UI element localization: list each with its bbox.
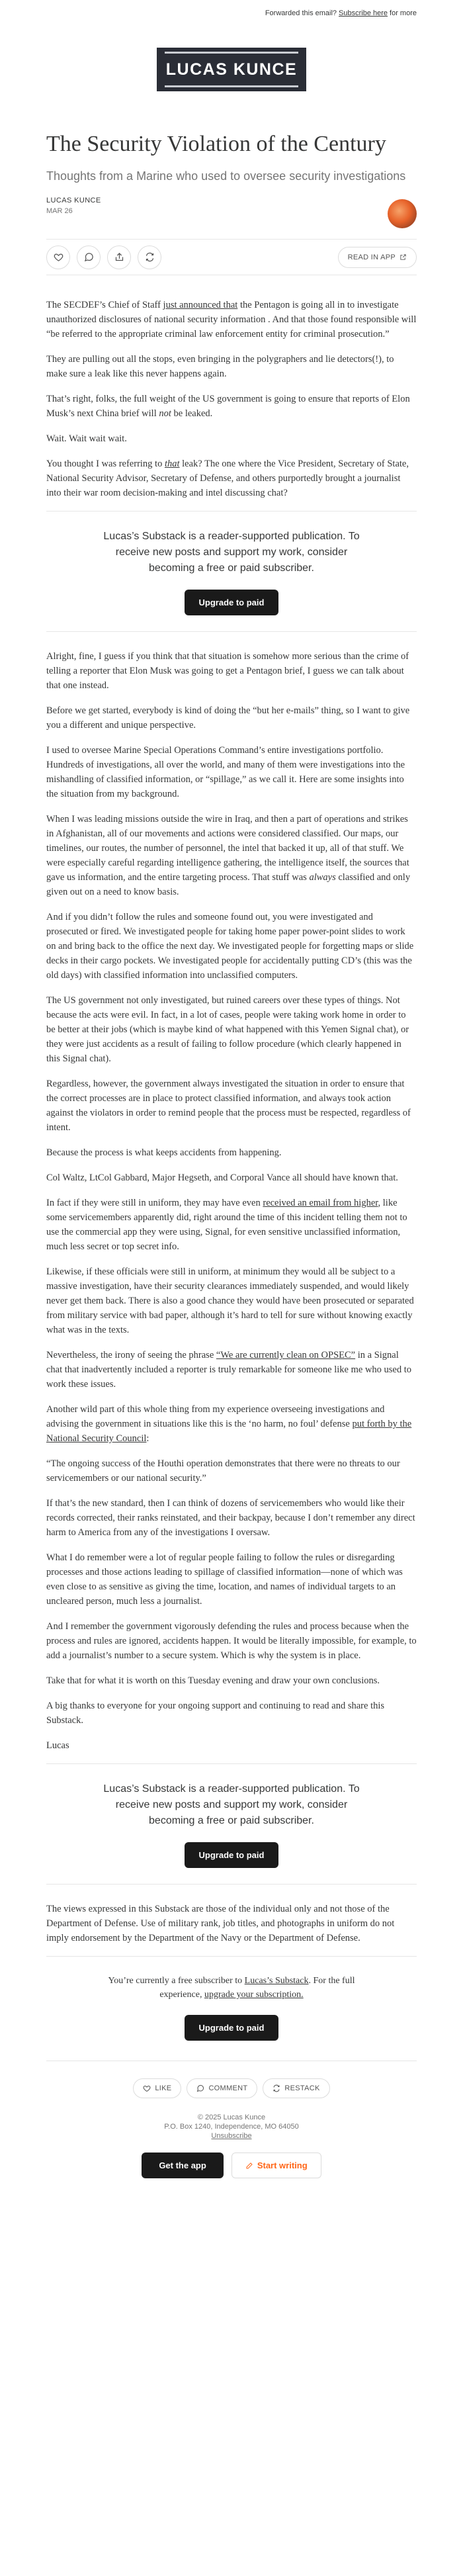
paragraph: And I remember the government vigorously defending the rules and process because when the process and rules are ignored, accidents happen. It would be literally impossible, for example, to add a journalist’s number to a secure system. Which is why the system is in place. (46, 1621, 417, 1661)
like-button[interactable] (46, 245, 70, 269)
post-content (46, 131, 417, 2178)
paragraph: What I do remember were a lot of regular people failing to follow the rules or disregarding processes and those actions leading to spillage of classified information—none of which was even close to as sensitive as giving the time, location, and names of individual targets to an uncleared person, much less a journalist. (46, 1552, 403, 1607)
mailing-address: P.O. Box 1240, Independence, MO 64050 (164, 2123, 299, 2131)
forward-suffix: for more (390, 9, 417, 17)
byline-text (46, 197, 101, 215)
comment-icon (196, 2084, 204, 2092)
post-subtitle: Thoughts from a Marine who used to oversee security investigations (46, 169, 406, 183)
bottom-action-bar (46, 2061, 417, 2098)
subscribe-box-text: Lucas’s Substack is a reader-supported publication. To receive new posts and support my work, consider becoming a free or paid subscriber. (103, 531, 360, 574)
restack-label: RESTACK (284, 2084, 320, 2092)
author-name[interactable]: LUCAS KUNCE (46, 197, 101, 204)
byline (46, 197, 417, 228)
comment-pill-button[interactable] (187, 2078, 257, 2098)
publication-logo[interactable] (157, 48, 306, 91)
restack-icon (145, 252, 155, 262)
post-action-icons (46, 245, 161, 269)
paragraph: Nevertheless, the irony of seeing the phrase “We are currently clean on OPSEC” in a Signal chat that inadvertently included a reporter is truly remarkable for someone like me who used to work these issues. (46, 1350, 412, 1390)
upgrade-subscription-link[interactable]: upgrade your subscription. (204, 1990, 304, 2000)
logo-wrap (0, 48, 463, 91)
legal-footer (46, 2113, 417, 2141)
paragraph: Before we get started, everybody is kind of doing the “but her e-mails” thing, so I want to give you a different and unique perspective. (46, 705, 410, 731)
paragraph: Because the process is what keeps accidents from happening. (46, 1147, 282, 1158)
read-in-app-button[interactable] (338, 247, 417, 268)
app-row (46, 2153, 417, 2178)
paragraph: “The ongoing success of the Houthi operation demonstrates that there were no threats to our servicemembers or our national security.” (46, 1458, 400, 1484)
forwarded-text: Forwarded this email? (265, 9, 337, 17)
restack-button[interactable] (138, 245, 161, 269)
nsc-statement-link[interactable]: put forth by the National Security Council (46, 1419, 412, 1444)
publication-link[interactable]: Lucas’s Substack (244, 1976, 309, 1986)
paragraph: The US government not only investigated, but ruined careers over these types of things. Not because the acts were evil. In fact, in a lot of cases, people were taking work home in order to be better at their jobs (which is maybe kind of what happened with this Yemen Signal chat), or they were just accidents as a result of failing to follow procedure (which clearly happened in this Signal chat). (46, 995, 409, 1064)
footer-upgrade-button[interactable]: Upgrade to paid (185, 2015, 279, 2041)
copyright: © 2025 Lucas Kunce (197, 2113, 266, 2121)
heart-icon (143, 2084, 151, 2092)
like-label: LIKE (155, 2084, 172, 2092)
paragraph: Likewise, if these officials were still in uniform, at minimum they would all be subject to a massive investigation, have their security clearances immediately suspended, and would likely never get them back. There is also a good chance they would have been prosecuted or separated from military service with bad paper, although it’s hard to tell for sure without knowing exactly what was in the texts. (46, 1266, 414, 1335)
upgrade-to-paid-button[interactable]: Upgrade to paid (185, 1842, 279, 1868)
comment-button[interactable] (77, 245, 101, 269)
paragraph: And if you didn’t follow the rules and someone found out, you were investigated and prosecuted or fired. We investigated people for taking home paper power-point slides to work on and bring back to the office the next day. We investigated people for forgetting maps or slide decks in their cargo pockets. We investigated people for accidentally putting CD’s (this was the old days) with classified information into unclassified computers. (46, 912, 414, 981)
paragraph: You thought I was referring to that leak? The one where the Vice President, Secretary of State, National Security Advisor, Secretary of Defense, and others purportedly brought a journalist into their war room decision-making and intel discussing chat? (46, 459, 409, 498)
avatar[interactable] (388, 199, 417, 228)
paragraph: If that’s the new standard, then I can think of dozens of servicemembers who would like their records corrected, their ranks reinstated, and their backpay, because I don’t remember any direct harm to America from any of the investigations I oversaw. (46, 1498, 415, 1538)
paragraph: In fact if they were still in uniform, they may have even received an email from higher, like some servicemembers apparently did, right around the time of this incident telling them not to use the commercial app they were using, Signal, for even sensitive unclassified information, much less secret or top secret info. (46, 1198, 407, 1252)
post-date: MAR 26 (46, 207, 73, 215)
share-button[interactable] (107, 245, 131, 269)
read-in-app-label: READ IN APP (347, 253, 396, 261)
paragraph: I used to oversee Marine Special Operations Command’s entire investigations portfolio. Hundreds of investigations, all over the world, and many of them were investigations into the mishandling of classified information, or “spillage,” as we call it. Here are some insights into the situation from my background. (46, 745, 405, 799)
post-body (46, 298, 417, 1945)
subscribe-box-bottom (46, 1763, 417, 1885)
paragraph: Regardless, however, the government always investigated the situation in order to ensure that the correct processes are in place to protect classified information, and always took action against the violators in order to remind people that the process must be respected, regardless of intent. (46, 1079, 411, 1133)
paragraph: They are pulling out all the stops, even bringing in the polygraphers and lie detectors(!), to make sure a leak like this never happens again. (46, 354, 394, 379)
subscription-status: You’re currently a free subscriber to Lucas’s Substack. For the full experience, upgrade your subscription. (108, 1976, 355, 2000)
subscribe-box (46, 511, 417, 632)
forward-bar (0, 0, 463, 26)
comment-icon (84, 252, 94, 262)
subscribe-box-text: Lucas’s Substack is a reader-supported publication. To receive new posts and support my work, consider becoming a free or paid subscriber. (103, 1783, 360, 1826)
email-from-higher-link[interactable]: received an email from higher (263, 1198, 378, 1208)
subscribe-here-link[interactable]: Subscribe here (339, 9, 388, 17)
signature: Lucas (46, 1740, 69, 1751)
start-writing-label: Start writing (257, 2160, 308, 2170)
restack-icon (273, 2084, 280, 2092)
unsubscribe-link[interactable]: Unsubscribe (211, 2132, 252, 2140)
paragraph: The SECDEF’s Chief of Staff just announced that the Pentagon is going all in to investigate unauthorized disclosures of national security information . And that those found responsible will “be referred to the appropriate criminal law enforcement entity for criminal prosecution.” (46, 300, 417, 339)
footer-subscription (46, 1956, 417, 2061)
share-icon (114, 252, 124, 262)
paragraph: Another wild part of this whole thing from my experience overseeing investigations and advising the government in situations like this is the ‘no harm, no foul’ defense put forth by the National Security Council: (46, 1404, 412, 1444)
restack-pill-button[interactable] (263, 2078, 329, 2098)
paragraph: Take that for what it is worth on this Tuesday evening and draw your own conclusions. (46, 1675, 380, 1686)
post-title[interactable]: The Security Violation of the Century (46, 132, 386, 156)
paragraph: When I was leading missions outside the wire in Iraq, and then a part of operations and strikes in Afghanistan, all of our movements and actions were considered classified. Our maps, our timelines, our routes, the number of personnel, the intel that backed it up, all of that stuff. We were especially careful regarding intelligence gathering, the intelligence itself, the sources that gave us information, and the entire targeting process. That stuff was always classified and only given out on a need to know basis. (46, 814, 411, 897)
just-announced-link[interactable]: just announced that (163, 300, 238, 310)
opsec-quote-link[interactable]: “We are currently clean on OPSEC” (216, 1350, 356, 1360)
paragraph: A big thanks to everyone for your ongoing support and continuing to read and share this Substack. (46, 1701, 385, 1726)
disclaimer: The views expressed in this Substack are those of the individual only and not those of the Department of Defense. Use of military rank, job titles, and photographs in uniform do not imply endorsement by the Department of the Navy or the Department of Defense. (46, 1904, 395, 1943)
paragraph: Col Waltz, LtCol Gabbard, Major Hegseth, and Corporal Vance all should have known that. (46, 1173, 398, 1183)
paragraph: Alright, fine, I guess if you think that that situation is somehow more serious than the crime of telling a reporter that Elon Musk was going to get a Pentagon brief, I guess we can talk about that one instead. (46, 651, 409, 691)
like-pill-button[interactable] (133, 2078, 181, 2098)
start-writing-button[interactable] (232, 2153, 321, 2178)
paragraph: That’s right, folks, the full weight of the US government is going to ensure that reports of Elon Musk’s next China brief will not be leaked. (46, 394, 410, 419)
logo-text: LUCAS KUNCE (165, 60, 298, 79)
comment-label: COMMENT (208, 2084, 248, 2092)
upgrade-to-paid-button[interactable]: Upgrade to paid (185, 590, 279, 615)
post-action-bar (46, 239, 417, 275)
heart-icon (54, 252, 63, 262)
paragraph: Wait. Wait wait wait. (46, 433, 127, 444)
external-link-icon (400, 253, 407, 261)
pencil-icon (245, 2162, 253, 2170)
get-the-app-button[interactable]: Get the app (142, 2153, 224, 2178)
